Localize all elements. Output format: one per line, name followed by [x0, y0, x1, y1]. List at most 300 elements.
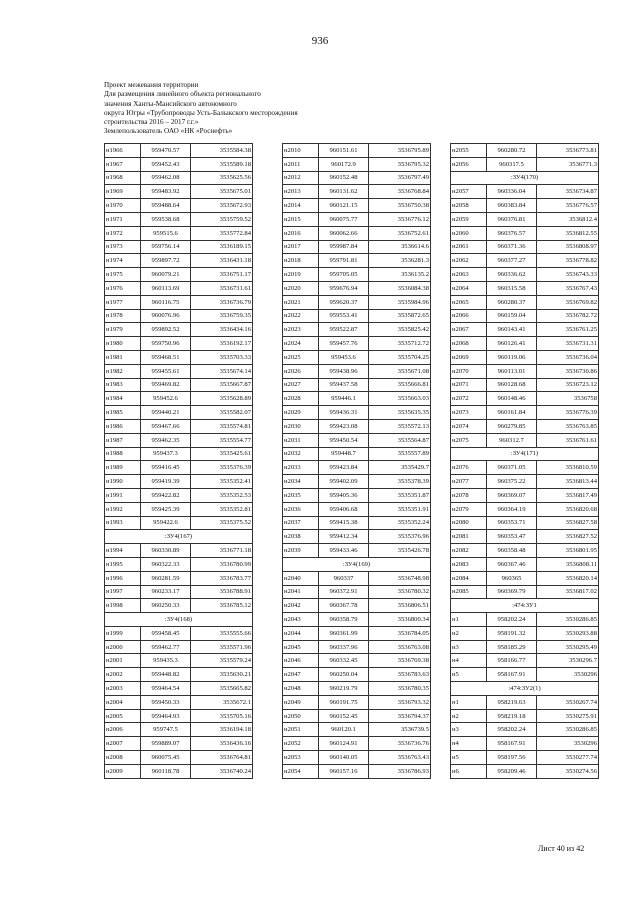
table-row	[105, 350, 253, 364]
y-coordinate-cell: 3535703.33	[191, 350, 253, 364]
y-coordinate-cell: 3536785.12	[191, 599, 253, 613]
y-coordinate-cell: 3536734.87	[537, 185, 599, 199]
point-id-cell: н2065	[451, 295, 487, 309]
point-id-cell: н2061	[451, 240, 487, 254]
x-coordinate-cell: 960353.71	[487, 516, 537, 530]
table-row	[105, 668, 253, 682]
y-coordinate-cell: 3536436.16	[191, 737, 253, 751]
point-id-cell: н2019	[283, 268, 319, 282]
y-coordinate-cell: 3535665.82	[191, 682, 253, 696]
x-coordinate-cell: 959676.94	[319, 281, 369, 295]
table-row	[451, 475, 599, 489]
table-row	[283, 461, 431, 475]
point-id-cell: н2036	[283, 502, 319, 516]
table-row	[451, 640, 599, 654]
y-coordinate-cell: 3535554.77	[191, 433, 253, 447]
x-coordinate-cell: 960337	[319, 571, 369, 585]
y-coordinate-cell: 3535589.18	[191, 157, 253, 171]
y-coordinate-cell: 3530286.85	[537, 613, 599, 627]
table-row	[283, 185, 431, 199]
point-id-cell: н2066	[451, 309, 487, 323]
point-id-cell: н1997	[105, 585, 141, 599]
x-coordinate-cell: 960075.77	[319, 212, 369, 226]
y-coordinate-cell: 3536808.11	[537, 557, 599, 571]
point-id-cell: н2079	[451, 502, 487, 516]
section-label: :474:ЗУ2(1)	[451, 682, 599, 696]
point-id-cell: н2013	[283, 185, 319, 199]
point-id-cell: н4	[451, 737, 487, 751]
table-row	[283, 350, 431, 364]
x-coordinate-cell: 959450.33	[141, 695, 191, 709]
point-id-cell: н1986	[105, 419, 141, 433]
x-coordinate-cell: 960336.04	[487, 185, 537, 199]
table-row	[283, 392, 431, 406]
x-coordinate-cell: 958202.24	[487, 613, 537, 627]
section-label: :ЗУ4(169)	[283, 557, 431, 571]
point-id-cell: н1973	[105, 240, 141, 254]
y-coordinate-cell: 3536736.79	[191, 295, 253, 309]
y-coordinate-cell: 3536752.61	[369, 226, 431, 240]
x-coordinate-cell: 960372.91	[319, 585, 369, 599]
point-id-cell: н2014	[283, 199, 319, 213]
x-coordinate-cell: 959437.3	[141, 447, 191, 461]
y-coordinate-cell: 3536084.38	[369, 281, 431, 295]
point-id-cell: н1980	[105, 337, 141, 351]
table-row	[451, 530, 599, 544]
x-coordinate-cell: 960079.21	[141, 268, 191, 282]
x-coordinate-cell: 959419.39	[141, 475, 191, 489]
y-coordinate-cell: 3536730.86	[537, 364, 599, 378]
y-coordinate-cell: 3535672.93	[191, 199, 253, 213]
x-coordinate-cell: 960369.07	[487, 488, 537, 502]
table-row	[451, 364, 599, 378]
x-coordinate-cell: 959468.51	[141, 350, 191, 364]
point-id-cell: н2070	[451, 364, 487, 378]
table-row	[105, 695, 253, 709]
table-row	[283, 378, 431, 392]
x-coordinate-cell: 960113.69	[141, 281, 191, 295]
point-id-cell: н1985	[105, 406, 141, 420]
table-row	[283, 364, 431, 378]
table-row	[451, 557, 599, 571]
point-id-cell: н1966	[105, 144, 141, 158]
point-id-cell: н2000	[105, 640, 141, 654]
point-id-cell: н2012	[283, 171, 319, 185]
table-row	[105, 502, 253, 516]
point-id-cell: н2058	[451, 199, 487, 213]
x-coordinate-cell: 960157.16	[319, 764, 369, 778]
point-id-cell: н2056	[451, 157, 487, 171]
x-coordinate-cell: 960113.01	[487, 364, 537, 378]
point-id-cell: н2022	[283, 309, 319, 323]
table-row	[451, 157, 599, 171]
point-id-cell: н2	[451, 709, 487, 723]
x-coordinate-cell: 959433.46	[319, 544, 369, 558]
table-row	[283, 433, 431, 447]
point-id-cell: н2010	[283, 144, 319, 158]
point-id-cell: н2018	[283, 254, 319, 268]
table-row	[283, 199, 431, 213]
y-coordinate-cell: 3535628.89	[191, 392, 253, 406]
x-coordinate-cell: 960250.04	[319, 668, 369, 682]
point-id-cell: н2037	[283, 516, 319, 530]
y-coordinate-cell: 3535584.38	[191, 144, 253, 158]
table-row	[105, 764, 253, 778]
table-row	[105, 337, 253, 351]
x-coordinate-cell: 960148.46	[487, 392, 537, 406]
x-coordinate-cell: 960365	[487, 571, 537, 585]
y-coordinate-cell: 3535674.14	[191, 364, 253, 378]
y-coordinate-cell: 3536817.49	[537, 488, 599, 502]
point-id-cell: н5	[451, 668, 487, 682]
point-id-cell: н2060	[451, 226, 487, 240]
x-coordinate-cell: 960280.72	[487, 144, 537, 158]
y-coordinate-cell: 3535352.53	[191, 488, 253, 502]
x-coordinate-cell: 959440.21	[141, 406, 191, 420]
point-id-cell: н1969	[105, 185, 141, 199]
point-id-cell: н2011	[283, 157, 319, 171]
point-id-cell: н1	[451, 695, 487, 709]
table-row	[105, 585, 253, 599]
point-id-cell: н2083	[451, 557, 487, 571]
page-number: 936	[311, 35, 329, 47]
section-header-row	[451, 171, 599, 185]
point-id-cell: н2027	[283, 378, 319, 392]
y-coordinate-cell: 3536780.99	[191, 557, 253, 571]
x-coordinate-cell: 960128.68	[487, 378, 537, 392]
x-coordinate-cell: 959747.5	[141, 723, 191, 737]
table-row	[283, 516, 431, 530]
point-id-cell: н2035	[283, 488, 319, 502]
y-coordinate-cell: 3536748.98	[369, 571, 431, 585]
y-coordinate-cell: 3536761.61	[537, 433, 599, 447]
x-coordinate-cell: 960161.84	[487, 406, 537, 420]
table-row	[105, 171, 253, 185]
x-coordinate-cell: 959437.58	[319, 378, 369, 392]
x-coordinate-cell: 959450.54	[319, 433, 369, 447]
x-coordinate-cell: 960124.91	[319, 737, 369, 751]
y-coordinate-cell: 3536731.61	[191, 281, 253, 295]
y-coordinate-cell: 3536820.68	[537, 502, 599, 516]
point-id-cell: н2034	[283, 475, 319, 489]
point-id-cell: н2044	[283, 626, 319, 640]
point-id-cell: н1984	[105, 392, 141, 406]
point-id-cell: н2085	[451, 585, 487, 599]
table-row	[283, 695, 431, 709]
y-coordinate-cell: 3536771.3	[537, 157, 599, 171]
point-id-cell: н1992	[105, 502, 141, 516]
y-coordinate-cell: 3535666.81	[369, 378, 431, 392]
y-coordinate-cell: 3536281.3	[369, 254, 431, 268]
x-coordinate-cell: 958209.46	[487, 764, 537, 778]
y-coordinate-cell: 3535672.1	[191, 695, 253, 709]
point-id-cell: н2059	[451, 212, 487, 226]
table-row	[283, 626, 431, 640]
table-row	[451, 295, 599, 309]
y-coordinate-cell: 3536743.33	[537, 268, 599, 282]
point-id-cell: н1990	[105, 475, 141, 489]
point-id-cell: н2063	[451, 268, 487, 282]
table-row	[283, 613, 431, 627]
table-row	[283, 268, 431, 282]
section-header-row	[451, 599, 599, 613]
table-row	[105, 392, 253, 406]
table-row	[451, 185, 599, 199]
y-coordinate-cell: 3536763.08	[369, 640, 431, 654]
table-row	[105, 599, 253, 613]
x-coordinate-cell: 960371.05	[487, 461, 537, 475]
x-coordinate-cell: 958167.91	[487, 668, 537, 682]
x-coordinate-cell: 960119.06	[487, 350, 537, 364]
table-row	[451, 419, 599, 433]
point-id-cell: н2031	[283, 433, 319, 447]
y-coordinate-cell: 3536776.39	[537, 406, 599, 420]
point-id-cell: н1968	[105, 171, 141, 185]
point-id-cell: н1979	[105, 323, 141, 337]
y-coordinate-cell: 3535352.81	[191, 502, 253, 516]
point-id-cell: н1998	[105, 599, 141, 613]
y-coordinate-cell: 3536795.32	[369, 157, 431, 171]
point-id-cell: н2067	[451, 323, 487, 337]
point-id-cell: н2064	[451, 281, 487, 295]
section-header-row	[105, 613, 253, 627]
table-row	[105, 654, 253, 668]
y-coordinate-cell: 3536750.38	[369, 199, 431, 213]
x-coordinate-cell: 960280.37	[487, 295, 537, 309]
x-coordinate-cell: 959553.41	[319, 309, 369, 323]
point-id-cell: н2004	[105, 695, 141, 709]
point-id-cell: н1972	[105, 226, 141, 240]
table-row	[105, 268, 253, 282]
table-row	[283, 751, 431, 765]
x-coordinate-cell: 960376.57	[487, 226, 537, 240]
y-coordinate-cell: 3530293.88	[537, 626, 599, 640]
coordinates-table-3	[450, 143, 599, 779]
table-row	[283, 309, 431, 323]
x-coordinate-cell: 958197.56	[487, 751, 537, 765]
y-coordinate-cell: 3535984.96	[369, 295, 431, 309]
point-id-cell: н1996	[105, 571, 141, 585]
y-coordinate-cell: 3535675.01	[191, 185, 253, 199]
x-coordinate-cell: 960152.48	[319, 171, 369, 185]
y-coordinate-cell: 3535582.07	[191, 406, 253, 420]
y-coordinate-cell: 3530296	[537, 668, 599, 682]
x-coordinate-cell: 960120.1	[319, 723, 369, 737]
y-coordinate-cell: 3536769.38	[369, 654, 431, 668]
section-header-row	[451, 447, 599, 461]
x-coordinate-cell: 959452.43	[141, 157, 191, 171]
y-coordinate-cell: 3535671.08	[369, 364, 431, 378]
y-coordinate-cell: 3536810.59	[537, 461, 599, 475]
x-coordinate-cell: 960377.27	[487, 254, 537, 268]
y-coordinate-cell: 3535663.03	[369, 392, 431, 406]
x-coordinate-cell: 959897.72	[141, 254, 191, 268]
y-coordinate-cell: 3536740.24	[191, 764, 253, 778]
x-coordinate-cell: 959522.87	[319, 323, 369, 337]
x-coordinate-cell: 959462.35	[141, 433, 191, 447]
y-coordinate-cell: 3530295.49	[537, 640, 599, 654]
table-row	[105, 737, 253, 751]
y-coordinate-cell: 3536778.82	[537, 254, 599, 268]
table-row	[283, 668, 431, 682]
x-coordinate-cell: 960151.61	[319, 144, 369, 158]
point-id-cell: н2053	[283, 751, 319, 765]
y-coordinate-cell: 3535625.56	[191, 171, 253, 185]
y-coordinate-cell: 3536797.49	[369, 171, 431, 185]
x-coordinate-cell: 959467.66	[141, 419, 191, 433]
y-coordinate-cell: 3535630.21	[191, 668, 253, 682]
x-coordinate-cell: 959469.82	[141, 378, 191, 392]
y-coordinate-cell: 3536192.17	[191, 337, 253, 351]
y-coordinate-cell: 3535667.87	[191, 378, 253, 392]
x-coordinate-cell: 959462.77	[141, 640, 191, 654]
y-coordinate-cell: 3536723.12	[537, 378, 599, 392]
point-id-cell: н2	[451, 626, 487, 640]
x-coordinate-cell: 959446.1	[319, 392, 369, 406]
y-coordinate-cell: 3536776.57	[537, 199, 599, 213]
table-row	[105, 419, 253, 433]
y-coordinate-cell: 3535429.7	[369, 461, 431, 475]
y-coordinate-cell: 3536806.51	[369, 599, 431, 613]
x-coordinate-cell: 959457.76	[319, 337, 369, 351]
x-coordinate-cell: 960116.75	[141, 295, 191, 309]
table-row	[105, 254, 253, 268]
y-coordinate-cell: 3530286.85	[537, 723, 599, 737]
y-coordinate-cell: 3535572.13	[369, 419, 431, 433]
x-coordinate-cell: 960358.79	[319, 613, 369, 627]
y-coordinate-cell: 3536194.18	[191, 723, 253, 737]
y-coordinate-cell: 3535571.96	[191, 640, 253, 654]
table-row	[283, 295, 431, 309]
table-row	[451, 488, 599, 502]
table-row	[451, 709, 599, 723]
point-id-cell: н2033	[283, 461, 319, 475]
y-coordinate-cell: 3536771.18	[191, 544, 253, 558]
x-coordinate-cell: 960121.15	[319, 199, 369, 213]
table-row	[451, 406, 599, 420]
point-id-cell: н2016	[283, 226, 319, 240]
y-coordinate-cell: 3536769.82	[537, 295, 599, 309]
x-coordinate-cell: 960322.33	[141, 557, 191, 571]
x-coordinate-cell: 959458.45	[141, 626, 191, 640]
x-coordinate-cell: 959415.38	[319, 516, 369, 530]
point-id-cell: н2043	[283, 613, 319, 627]
x-coordinate-cell: 960143.41	[487, 323, 537, 337]
y-coordinate-cell: 3536135.2	[369, 268, 431, 282]
table-row	[283, 406, 431, 420]
point-id-cell: н2023	[283, 323, 319, 337]
x-coordinate-cell: 958166.77	[487, 654, 537, 668]
point-id-cell: н1993	[105, 516, 141, 530]
x-coordinate-cell: 959464.93	[141, 709, 191, 723]
x-coordinate-cell: 960337.96	[319, 640, 369, 654]
y-coordinate-cell: 3536786.93	[369, 764, 431, 778]
point-id-cell: н2052	[283, 737, 319, 751]
point-id-cell: н1967	[105, 157, 141, 171]
y-coordinate-cell: 3535351.91	[369, 502, 431, 516]
point-id-cell: н5	[451, 751, 487, 765]
y-coordinate-cell: 3530277.74	[537, 751, 599, 765]
point-id-cell: н2062	[451, 254, 487, 268]
y-coordinate-cell: 3535872.65	[369, 309, 431, 323]
x-coordinate-cell: 959423.84	[319, 461, 369, 475]
point-id-cell: н1970	[105, 199, 141, 213]
x-coordinate-cell: 960371.36	[487, 240, 537, 254]
y-coordinate-cell: 3536751.17	[191, 268, 253, 282]
y-coordinate-cell: 3536614.6	[369, 240, 431, 254]
x-coordinate-cell: 959425.39	[141, 502, 191, 516]
table-row	[283, 281, 431, 295]
point-id-cell: н1976	[105, 281, 141, 295]
table-row	[451, 392, 599, 406]
point-id-cell: н2002	[105, 668, 141, 682]
x-coordinate-cell: 960367.78	[319, 599, 369, 613]
section-header-row	[283, 557, 431, 571]
table-row	[451, 212, 599, 226]
x-coordinate-cell: 960332.45	[319, 654, 369, 668]
x-coordinate-cell: 959423.08	[319, 419, 369, 433]
table-row	[105, 406, 253, 420]
x-coordinate-cell: 959483.92	[141, 185, 191, 199]
table-row	[283, 571, 431, 585]
section-label: :ЗУ4(170)	[451, 171, 599, 185]
y-coordinate-cell: 3536795.89	[369, 144, 431, 158]
x-coordinate-cell: 960062.66	[319, 226, 369, 240]
point-id-cell: н2071	[451, 378, 487, 392]
table-row	[283, 764, 431, 778]
y-coordinate-cell: 3536827.58	[537, 516, 599, 530]
table-row	[283, 530, 431, 544]
x-coordinate-cell: 959464.54	[141, 682, 191, 696]
y-coordinate-cell: 3535351.87	[369, 488, 431, 502]
table-row	[451, 268, 599, 282]
x-coordinate-cell: 959892.52	[141, 323, 191, 337]
point-id-cell: н2076	[451, 461, 487, 475]
header-line: Для размещения линейного объекта регионального	[104, 90, 261, 99]
table-row	[451, 764, 599, 778]
table-row	[105, 461, 253, 475]
point-id-cell: н1981	[105, 350, 141, 364]
point-id-cell: н2078	[451, 488, 487, 502]
point-id-cell: н2084	[451, 571, 487, 585]
table-row	[451, 144, 599, 158]
table-row	[451, 254, 599, 268]
y-coordinate-cell: 3536773.81	[537, 144, 599, 158]
point-id-cell: н2041	[283, 585, 319, 599]
x-coordinate-cell: 958185.29	[487, 640, 537, 654]
table-row	[283, 157, 431, 171]
y-coordinate-cell: 3535352.24	[369, 516, 431, 530]
point-id-cell: н2028	[283, 392, 319, 406]
x-coordinate-cell: 960358.48	[487, 544, 537, 558]
y-coordinate-cell: 3535378.39	[369, 475, 431, 489]
table-row	[105, 544, 253, 558]
point-id-cell: н2017	[283, 240, 319, 254]
y-coordinate-cell: 3536780.32	[369, 585, 431, 599]
point-id-cell: н1989	[105, 461, 141, 475]
point-id-cell: н2026	[283, 364, 319, 378]
point-id-cell: н1983	[105, 378, 141, 392]
point-id-cell: н2040	[283, 571, 319, 585]
table-row	[283, 447, 431, 461]
x-coordinate-cell: 960152.45	[319, 709, 369, 723]
table-row	[105, 751, 253, 765]
point-id-cell: н2074	[451, 419, 487, 433]
section-label: :ЗУ4(171)	[451, 447, 599, 461]
table-row	[451, 350, 599, 364]
x-coordinate-cell: 959455.61	[141, 364, 191, 378]
coordinates-table-1	[104, 143, 253, 779]
